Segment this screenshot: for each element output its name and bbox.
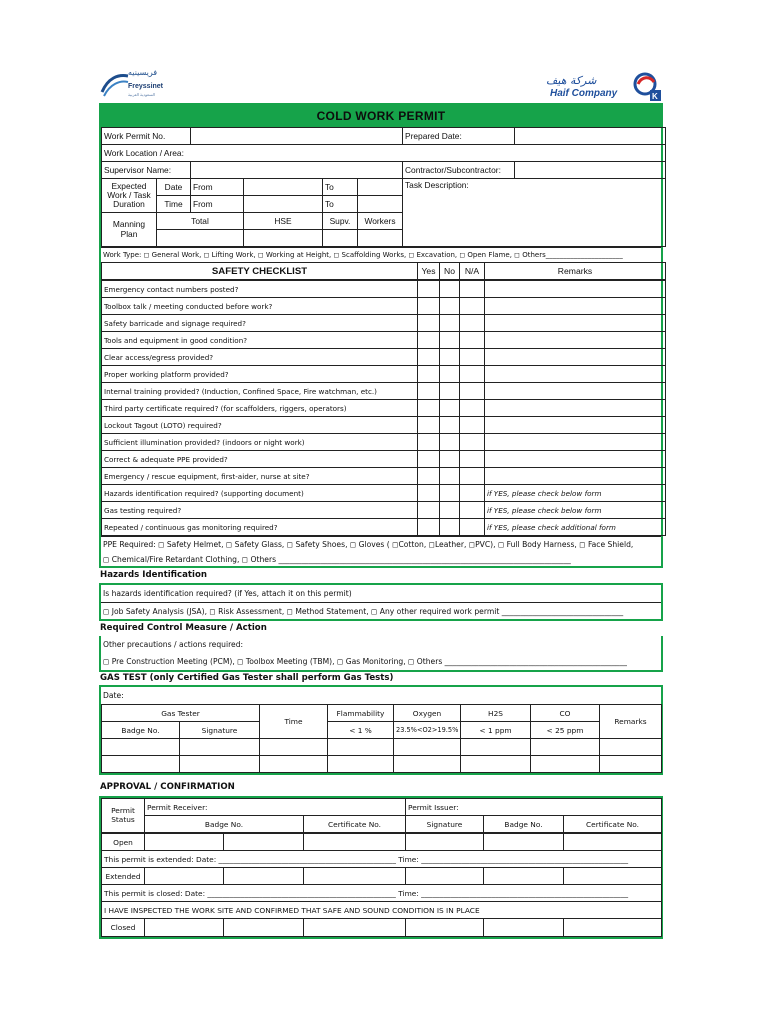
gas-cell[interactable] bbox=[102, 739, 180, 756]
gas-cell[interactable] bbox=[328, 756, 394, 773]
checklist-row bbox=[102, 383, 666, 400]
receiver-signature-label: Signature bbox=[406, 816, 484, 833]
ppe-line-1[interactable]: PPE Required: ◻ Safety Helmet, ◻ Safety Glass, ◻ Safety Shoes, ◻ Gloves ( ◻Cotton, ◻Leather, ◻PVC), ◻ Full Body Harness, ◻ Face Shield, bbox=[101, 536, 661, 552]
checklist-row bbox=[102, 485, 666, 502]
checklist-remarks-cell[interactable] bbox=[485, 451, 666, 468]
oxygen-label: Oxygen bbox=[394, 705, 461, 722]
inspected-statement: I HAVE INSPECTED THE WORK SITE AND CONFIRMED THAT SAFE AND SOUND CONDITION IS IN PLACE bbox=[102, 902, 662, 919]
date-label: Date bbox=[157, 179, 191, 196]
freyssinet-swoosh-icon bbox=[100, 72, 130, 98]
receiver-certificate-label: Certificate No. bbox=[304, 816, 406, 833]
gas-remarks-label: Remarks bbox=[600, 705, 662, 739]
checklist-na-cell[interactable] bbox=[460, 485, 485, 502]
hse-field[interactable] bbox=[244, 230, 323, 247]
approval-cell[interactable] bbox=[564, 919, 662, 937]
checklist-na-cell[interactable] bbox=[460, 451, 485, 468]
checklist-no-cell[interactable] bbox=[440, 366, 460, 383]
freyssinet-arabic: فريسينيه bbox=[128, 68, 158, 77]
checklist-row bbox=[102, 349, 666, 366]
work-type-line[interactable]: Work Type: ◻ General Work, ◻ Lifting Work, ◻ Working at Height, ◻ Scaffolding Works, ◻ Excavation, ◻ Open Flame, ◻ Others______________________ bbox=[101, 247, 661, 262]
gas-cell[interactable] bbox=[260, 739, 328, 756]
checklist-question: Proper working platform provided? bbox=[102, 366, 418, 383]
checklist-remarks-cell[interactable] bbox=[485, 383, 666, 400]
supv-field[interactable] bbox=[323, 230, 358, 247]
approval-cell[interactable] bbox=[145, 919, 224, 937]
checklist-na-cell[interactable] bbox=[460, 383, 485, 400]
checklist-no-cell[interactable] bbox=[440, 315, 460, 332]
checklist-question: Lockout Tagout (LOTO) required? bbox=[102, 417, 418, 434]
checklist-remarks-cell[interactable]: if YES, please check additional form bbox=[485, 519, 666, 536]
gas-cell[interactable] bbox=[600, 756, 662, 773]
checklist-no-cell[interactable] bbox=[440, 519, 460, 536]
hazards-line-2[interactable]: ◻ Job Safety Analysis (JSA), ◻ Risk Assessment, ◻ Method Statement, ◻ Any other required work permit ________________________________ bbox=[101, 602, 661, 619]
freyssinet-name: Freyssinet bbox=[128, 83, 164, 90]
time-from-field[interactable] bbox=[244, 196, 323, 213]
checklist-na-cell[interactable] bbox=[460, 434, 485, 451]
haif-arabic: شركة هيف bbox=[546, 74, 597, 87]
hazards-title: Hazards Identification bbox=[100, 570, 207, 580]
checklist-yes-cell[interactable] bbox=[418, 519, 440, 536]
checklist-rows bbox=[101, 280, 666, 536]
gas-date-field[interactable]: Date: bbox=[103, 691, 124, 700]
gas-cell[interactable] bbox=[102, 756, 180, 773]
checklist-question: Safety barricade and signage required? bbox=[102, 315, 418, 332]
checklist-na-cell[interactable] bbox=[460, 519, 485, 536]
checklist-question: Emergency contact numbers posted? bbox=[102, 281, 418, 298]
approval-cell[interactable] bbox=[406, 868, 484, 885]
task-description-field[interactable]: Task Description: bbox=[403, 179, 666, 247]
checklist-remarks-cell[interactable]: if YES, please check below form bbox=[485, 502, 666, 519]
permit-status-label: Permit Status bbox=[102, 799, 145, 833]
approval-cell[interactable] bbox=[304, 919, 406, 937]
checklist-na-cell[interactable] bbox=[460, 315, 485, 332]
permit-issuer-label: Permit Issuer: bbox=[406, 799, 662, 816]
approval-cell[interactable] bbox=[484, 868, 564, 885]
checklist-yes-cell[interactable] bbox=[418, 485, 440, 502]
page-title: COLD WORK PERMIT bbox=[316, 109, 446, 123]
control-line-1[interactable]: Other precautions / actions required: bbox=[103, 640, 244, 649]
receiver-badge-label: Badge No. bbox=[145, 816, 304, 833]
supervisor-name-field[interactable] bbox=[191, 162, 403, 179]
checklist-question: Clear access/egress provided? bbox=[102, 349, 418, 366]
workers-label: Workers bbox=[358, 213, 403, 230]
approval-cell[interactable] bbox=[484, 834, 564, 851]
title-bar bbox=[101, 105, 661, 127]
approval-cell[interactable] bbox=[564, 834, 662, 851]
checklist-row bbox=[102, 400, 666, 417]
work-permit-no-label: Work Permit No. bbox=[102, 128, 191, 145]
ppe-line-2[interactable]: ◻ Chemical/Fire Retardant Clothing, ◻ Others _____________________________________________________________________________ bbox=[103, 554, 571, 564]
col-na: N/A bbox=[460, 263, 485, 280]
freyssinet-sub: السعودية العربية bbox=[128, 92, 155, 97]
time-from-label: From bbox=[191, 196, 244, 213]
checklist-no-cell[interactable] bbox=[440, 417, 460, 434]
approval-cell[interactable] bbox=[406, 834, 484, 851]
issuer-badge-label: Badge No. bbox=[484, 816, 564, 833]
checklist-remarks-cell[interactable] bbox=[485, 366, 666, 383]
gas-entry-row bbox=[102, 739, 662, 756]
approval-cell[interactable] bbox=[145, 868, 224, 885]
extended-line[interactable]: This permit is extended: Date: ________________________________________________ Time: ________________________________________________________ bbox=[102, 851, 662, 868]
checklist-na-cell[interactable] bbox=[460, 400, 485, 417]
checklist-row bbox=[102, 519, 666, 536]
checklist-question: Hazards identification required? (supporting document) bbox=[102, 485, 418, 502]
checklist-no-cell[interactable] bbox=[440, 468, 460, 485]
time-label: Time bbox=[157, 196, 191, 213]
checklist-remarks-cell[interactable] bbox=[485, 417, 666, 434]
control-section bbox=[99, 636, 663, 672]
haif-name: Haif Company bbox=[550, 88, 618, 99]
gas-signature-label: Signature bbox=[180, 722, 260, 739]
checklist-na-cell[interactable] bbox=[460, 502, 485, 519]
checklist-remarks-cell[interactable] bbox=[485, 400, 666, 417]
work-location-field[interactable]: Work Location / Area: bbox=[102, 145, 666, 162]
total-field[interactable] bbox=[157, 230, 244, 247]
checklist-no-cell[interactable] bbox=[440, 298, 460, 315]
gas-time-label: Time bbox=[260, 705, 328, 739]
checklist-yes-cell[interactable] bbox=[418, 349, 440, 366]
checklist-no-cell[interactable] bbox=[440, 349, 460, 366]
approval-cell[interactable] bbox=[304, 868, 406, 885]
checklist-yes-cell[interactable] bbox=[418, 451, 440, 468]
approval-cell[interactable] bbox=[224, 834, 304, 851]
checklist-question: Internal training provided? (Induction, Confined Space, Fire watchman, etc.) bbox=[102, 383, 418, 400]
approval-cell[interactable] bbox=[484, 919, 564, 937]
checklist-remarks-cell[interactable] bbox=[485, 332, 666, 349]
gas-cell[interactable] bbox=[260, 756, 328, 773]
checklist-yes-cell[interactable] bbox=[418, 400, 440, 417]
checklist-na-cell[interactable] bbox=[460, 349, 485, 366]
checklist-remarks-cell[interactable] bbox=[485, 315, 666, 332]
approval-rows bbox=[101, 833, 662, 937]
gas-cell[interactable] bbox=[394, 739, 461, 756]
gas-cell[interactable] bbox=[180, 739, 260, 756]
checklist-row bbox=[102, 434, 666, 451]
checklist-na-cell[interactable] bbox=[460, 332, 485, 349]
open-label: Open bbox=[102, 834, 145, 851]
work-permit-no-field[interactable] bbox=[191, 128, 403, 145]
checklist-remarks-cell[interactable] bbox=[485, 281, 666, 298]
hazards-line-1[interactable]: Is hazards identification required? (if Yes, attach it on this permit) bbox=[103, 589, 352, 598]
checklist-yes-cell[interactable] bbox=[418, 298, 440, 315]
checklist-no-cell[interactable] bbox=[440, 383, 460, 400]
checklist-yes-cell[interactable] bbox=[418, 468, 440, 485]
col-remarks: Remarks bbox=[485, 263, 666, 280]
gas-cell[interactable] bbox=[394, 756, 461, 773]
checklist-no-cell[interactable] bbox=[440, 434, 460, 451]
checklist-question: Repeated / continuous gas monitoring required? bbox=[102, 519, 418, 536]
checklist-row bbox=[102, 468, 666, 485]
checklist-row bbox=[102, 281, 666, 298]
checklist-row bbox=[102, 451, 666, 468]
flammability-label: Flammability bbox=[328, 705, 394, 722]
gas-cell[interactable] bbox=[600, 739, 662, 756]
control-line-2[interactable]: ◻ Pre Construction Meeting (PCM), ◻ Toolbox Meeting (TBM), ◻ Gas Monitoring, ◻ Others ________________________________________________ bbox=[103, 657, 627, 666]
checklist-remarks-cell[interactable] bbox=[485, 468, 666, 485]
time-to-field[interactable] bbox=[358, 196, 403, 213]
approval-cell[interactable] bbox=[224, 868, 304, 885]
freyssinet-logo bbox=[98, 68, 180, 102]
control-title: Required Control Measure / Action bbox=[100, 623, 267, 633]
checklist-na-cell[interactable] bbox=[460, 281, 485, 298]
workers-field[interactable] bbox=[358, 230, 403, 247]
checklist-yes-cell[interactable] bbox=[418, 434, 440, 451]
checklist-row bbox=[102, 315, 666, 332]
checklist-question: Sufficient illumination provided? (indoors or night work) bbox=[102, 434, 418, 451]
approval-cell[interactable] bbox=[224, 919, 304, 937]
checklist-yes-cell[interactable] bbox=[418, 281, 440, 298]
checklist-remarks-cell[interactable] bbox=[485, 434, 666, 451]
hse-label: HSE bbox=[244, 213, 323, 230]
checklist-remarks-cell[interactable]: if YES, please check below form bbox=[485, 485, 666, 502]
checklist-question: Correct & adequate PPE provided? bbox=[102, 451, 418, 468]
gas-title: GAS TEST (only Certified Gas Tester shall perform Gas Tests) bbox=[100, 673, 394, 683]
checklist-row bbox=[102, 502, 666, 519]
checklist-row bbox=[102, 298, 666, 315]
checklist-row bbox=[102, 366, 666, 383]
prepared-date-label: Prepared Date: bbox=[403, 128, 515, 145]
haif-logo bbox=[546, 68, 664, 104]
expected-duration-label: Expected Work / Task Duration bbox=[102, 179, 157, 213]
time-to-label: To bbox=[323, 196, 358, 213]
checklist-yes-cell[interactable] bbox=[418, 332, 440, 349]
date-from-label: From bbox=[191, 179, 244, 196]
checklist-table bbox=[101, 262, 666, 280]
checklist-remarks-cell[interactable] bbox=[485, 349, 666, 366]
closed-line[interactable]: This permit is closed: Date: ___________________________________________________ Time: ________________________________________________________ bbox=[102, 885, 662, 902]
checklist-na-cell[interactable] bbox=[460, 298, 485, 315]
checklist-row bbox=[102, 332, 666, 349]
total-label: Total bbox=[157, 213, 244, 230]
gas-tester-label: Gas Tester bbox=[102, 705, 260, 722]
oxygen-limit: 23.5%<O2>19.5% bbox=[394, 722, 461, 739]
haif-mark-icon bbox=[632, 70, 662, 102]
supv-label: Supv. bbox=[323, 213, 358, 230]
checklist-title: SAFETY CHECKLIST bbox=[102, 263, 418, 280]
date-from-field[interactable] bbox=[244, 179, 323, 196]
checklist-question: Tools and equipment in good condition? bbox=[102, 332, 418, 349]
checklist-no-cell[interactable] bbox=[440, 281, 460, 298]
date-to-field[interactable] bbox=[358, 179, 403, 196]
issuer-certificate-label: Certificate No. bbox=[564, 816, 662, 833]
checklist-row bbox=[102, 417, 666, 434]
checklist-na-cell[interactable] bbox=[460, 366, 485, 383]
permit-form bbox=[99, 103, 663, 939]
checklist-remarks-cell[interactable] bbox=[485, 298, 666, 315]
checklist-question: Gas testing required? bbox=[102, 502, 418, 519]
checklist-yes-cell[interactable] bbox=[418, 366, 440, 383]
h2s-label: H2S bbox=[461, 705, 531, 722]
checklist-no-cell[interactable] bbox=[440, 332, 460, 349]
checklist-yes-cell[interactable] bbox=[418, 315, 440, 332]
co-label: CO bbox=[531, 705, 600, 722]
approval-cell[interactable] bbox=[304, 834, 406, 851]
checklist-yes-cell[interactable] bbox=[418, 383, 440, 400]
prepared-date-field[interactable] bbox=[515, 128, 666, 145]
h2s-limit: < 1 ppm bbox=[461, 722, 531, 739]
checklist-no-cell[interactable] bbox=[440, 485, 460, 502]
flammability-limit: < 1 % bbox=[328, 722, 394, 739]
checklist-question: Emergency / rescue equipment, first-aider, nurse at site? bbox=[102, 468, 418, 485]
approval-section bbox=[99, 796, 663, 939]
col-no: No bbox=[440, 263, 460, 280]
header-table bbox=[101, 127, 666, 247]
supervisor-name-label: Supervisor Name: bbox=[102, 162, 191, 179]
gas-cell[interactable] bbox=[328, 739, 394, 756]
checklist-yes-cell[interactable] bbox=[418, 502, 440, 519]
checklist-question: Toolbox talk / meeting conducted before work? bbox=[102, 298, 418, 315]
contractor-field[interactable] bbox=[515, 162, 666, 179]
gas-cell[interactable] bbox=[461, 739, 531, 756]
approval-cell[interactable] bbox=[564, 868, 662, 885]
approval-cell[interactable] bbox=[145, 834, 224, 851]
checklist-question: Third party certificate required? (for scaffolders, riggers, operators) bbox=[102, 400, 418, 417]
closed-label: Closed bbox=[102, 919, 145, 937]
svg-text:K: K bbox=[652, 92, 658, 101]
checklist-na-cell[interactable] bbox=[460, 417, 485, 434]
approval-title: APPROVAL / CONFIRMATION bbox=[100, 782, 235, 792]
checklist-no-cell[interactable] bbox=[440, 451, 460, 468]
checklist-yes-cell[interactable] bbox=[418, 417, 440, 434]
gas-cell[interactable] bbox=[180, 756, 260, 773]
checklist-no-cell[interactable] bbox=[440, 502, 460, 519]
contractor-label: Contractor/Subcontractor: bbox=[403, 162, 515, 179]
gas-entry-row bbox=[102, 756, 662, 773]
hazards-section bbox=[99, 583, 663, 621]
date-to-label: To bbox=[323, 179, 358, 196]
gas-cell[interactable] bbox=[531, 739, 600, 756]
gas-cell[interactable] bbox=[461, 756, 531, 773]
gas-table bbox=[101, 704, 662, 773]
extended-label: Extended bbox=[102, 868, 145, 885]
approval-cell[interactable] bbox=[406, 919, 484, 937]
gas-section bbox=[99, 685, 663, 775]
gas-badge-label: Badge No. bbox=[102, 722, 180, 739]
approval-table bbox=[101, 798, 662, 833]
main-section bbox=[99, 103, 663, 568]
checklist-na-cell[interactable] bbox=[460, 468, 485, 485]
co-limit: < 25 ppm bbox=[531, 722, 600, 739]
manning-plan-label: Manning Plan bbox=[102, 213, 157, 247]
gas-cell[interactable] bbox=[531, 756, 600, 773]
checklist-no-cell[interactable] bbox=[440, 400, 460, 417]
permit-receiver-label: Permit Receiver: bbox=[145, 799, 406, 816]
col-yes: Yes bbox=[418, 263, 440, 280]
